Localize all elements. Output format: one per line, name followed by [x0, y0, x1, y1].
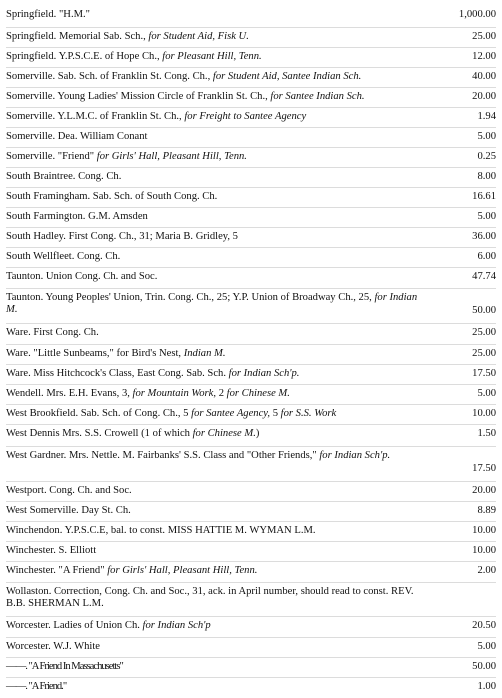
row-amount: 10.00 [472, 408, 496, 419]
row-description: West Somerville. Day St. Ch. [6, 505, 131, 516]
row-amount: 40.00 [472, 71, 496, 82]
row-description: Springfield. Memorial Sab. Sch., for Student Aid, Fisk U. [6, 31, 249, 42]
ledger-row [6, 365, 496, 385]
ledger-row [6, 425, 496, 447]
row-description: Ware. Miss Hitchcock's Class, East Cong. Sab. Sch. for Indian Sch'p. [6, 368, 300, 379]
row-description: ——. "A Friend." [6, 681, 67, 692]
ledger-row [6, 248, 496, 268]
row-amount: 5.00 [477, 131, 496, 142]
ledger-row [6, 658, 496, 678]
row-description: Somerville. Dea. William Conant [6, 131, 148, 142]
ledger-row [6, 6, 496, 28]
row-amount: 17.50 [472, 368, 496, 379]
ledger-row [6, 128, 496, 148]
row-amount: 25.00 [472, 31, 496, 42]
ledger-row [6, 405, 496, 425]
row-amount: 36.00 [472, 231, 496, 242]
row-amount: 20.50 [472, 620, 496, 631]
row-amount: 8.00 [477, 171, 496, 182]
ledger-row [6, 28, 496, 48]
row-amount: 50.00 [472, 661, 496, 672]
row-description: Ware. "Little Sunbeams," for Bird's Nest, Indian M. [6, 348, 226, 359]
ledger-row [6, 148, 496, 168]
ledger-row [6, 562, 496, 583]
row-description: Worcester. W.J. White [6, 641, 100, 652]
ledger-row [6, 617, 496, 638]
row-amount: 16.61 [472, 191, 496, 202]
ledger-row [6, 168, 496, 188]
row-amount: 20.00 [472, 91, 496, 102]
row-amount: 1.50 [477, 428, 496, 439]
row-description: South Wellfleet. Cong. Ch. [6, 251, 121, 262]
row-amount: 25.00 [472, 348, 496, 359]
ledger-row [6, 542, 496, 562]
row-description: Somerville. "Friend" for Girls' Hall, Pleasant Hill, Tenn. [6, 151, 247, 162]
row-description: Westport. Cong. Ch. and Soc. [6, 485, 132, 496]
row-amount: 12.00 [472, 51, 496, 62]
row-description: West Gardner. Mrs. Nettle. M. Fairbanks' S.S. Class and "Other Friends," for Indian Sch'p. [6, 450, 391, 461]
ledger-row [6, 502, 496, 522]
row-amount: 5.00 [477, 388, 496, 399]
ledger-row [6, 678, 496, 698]
row-amount: 0.25 [477, 151, 496, 162]
row-amount: 6.00 [477, 251, 496, 262]
row-amount: 25.00 [472, 327, 496, 338]
ledger-row [6, 324, 496, 345]
ledger-row [6, 188, 496, 208]
row-description: Springfield. "H.M." [6, 9, 90, 20]
row-description: Winchester. S. Elliott [6, 545, 97, 556]
row-amount: 8.89 [477, 505, 496, 516]
row-description: Wendell. Mrs. E.H. Evans, 3, for Mountain Work, 2 for Chinese M. [6, 388, 290, 399]
row-description: Winchester. "A Friend" for Girls' Hall, Pleasant Hill, Tenn. [6, 565, 258, 576]
row-description: Somerville. Sab. Sch. of Franklin St. Cong. Ch., for Student Aid, Santee Indian Sch. [6, 71, 362, 82]
row-description: West Dennis Mrs. S.S. Crowell (1 of which for Chinese M.) [6, 428, 260, 439]
row-amount: 5.00 [477, 641, 496, 652]
row-amount: 1.00 [477, 681, 496, 692]
ledger-row [6, 108, 496, 128]
row-amount: 20.00 [472, 485, 496, 496]
row-amount: 1,000.00 [458, 9, 496, 20]
row-amount: 10.00 [472, 525, 496, 536]
ledger-row [6, 228, 496, 248]
ledger-row [6, 68, 496, 88]
ledger-row [6, 48, 496, 68]
ledger-row [6, 385, 496, 405]
row-description: ——. "A Friend In Massachusetts" [6, 661, 123, 672]
ledger-row [6, 289, 496, 324]
row-amount: 1.94 [477, 111, 496, 122]
ledger-row [6, 482, 496, 502]
row-description: South Framingham. Sab. Sch. of South Cong. Ch. [6, 191, 218, 202]
row-description: Somerville. Y.L.M.C. of Franklin St. Ch., for Freight to Santee Agency [6, 111, 307, 122]
row-amount: 5.00 [477, 211, 496, 222]
row-amount: 50.00 [472, 305, 496, 316]
ledger-row [6, 88, 496, 108]
row-amount: 17.50 [472, 463, 496, 474]
row-amount: 10.00 [472, 545, 496, 556]
row-description: South Hadley. First Cong. Ch., 31; Maria B. Gridley, 5 [6, 231, 238, 242]
row-description: Wollaston. Correction, Cong. Ch. and Soc., 31, ack. in April number, should read to const. REV. B.B. SHERMAN L.M. [6, 586, 414, 609]
row-description: Somerville. Young Ladies' Mission Circle of Franklin St. Ch., for Santee Indian Sch. [6, 91, 365, 102]
ledger-row [6, 638, 496, 658]
ledger-row [6, 447, 496, 482]
ledger-row [6, 345, 496, 365]
row-description: Ware. First Cong. Ch. [6, 327, 99, 338]
row-description: Springfield. Y.P.S.C.E. of Hope Ch., for Pleasant Hill, Tenn. [6, 51, 262, 62]
row-description: South Farmington. G.M. Amsden [6, 211, 148, 222]
ledger-row [6, 268, 496, 289]
row-description: Taunton. Union Cong. Ch. and Soc. [6, 271, 158, 282]
row-description: Worcester. Ladies of Union Ch. for Indian Sch'p [6, 620, 211, 631]
ledger-row [6, 208, 496, 228]
row-description: Taunton. Young Peoples' Union, Trin. Cong. Ch., 25; Y.P. Union of Broadway Ch., 25, for Indian M. [6, 292, 418, 315]
row-description: South Braintree. Cong. Ch. [6, 171, 122, 182]
row-amount: 2.00 [477, 565, 496, 576]
ledger-row [6, 522, 496, 542]
row-amount: 47.74 [472, 271, 496, 282]
row-description: Winchendon. Y.P.S.C.E, bal. to const. MISS HATTIE M. WYMAN L.M. [6, 525, 316, 536]
row-description: West Brookfield. Sab. Sch. of Cong. Ch., 5 for Santee Agency, 5 for S.S. Work [6, 408, 337, 419]
ledger-row [6, 583, 496, 617]
donation-ledger [6, 6, 496, 698]
